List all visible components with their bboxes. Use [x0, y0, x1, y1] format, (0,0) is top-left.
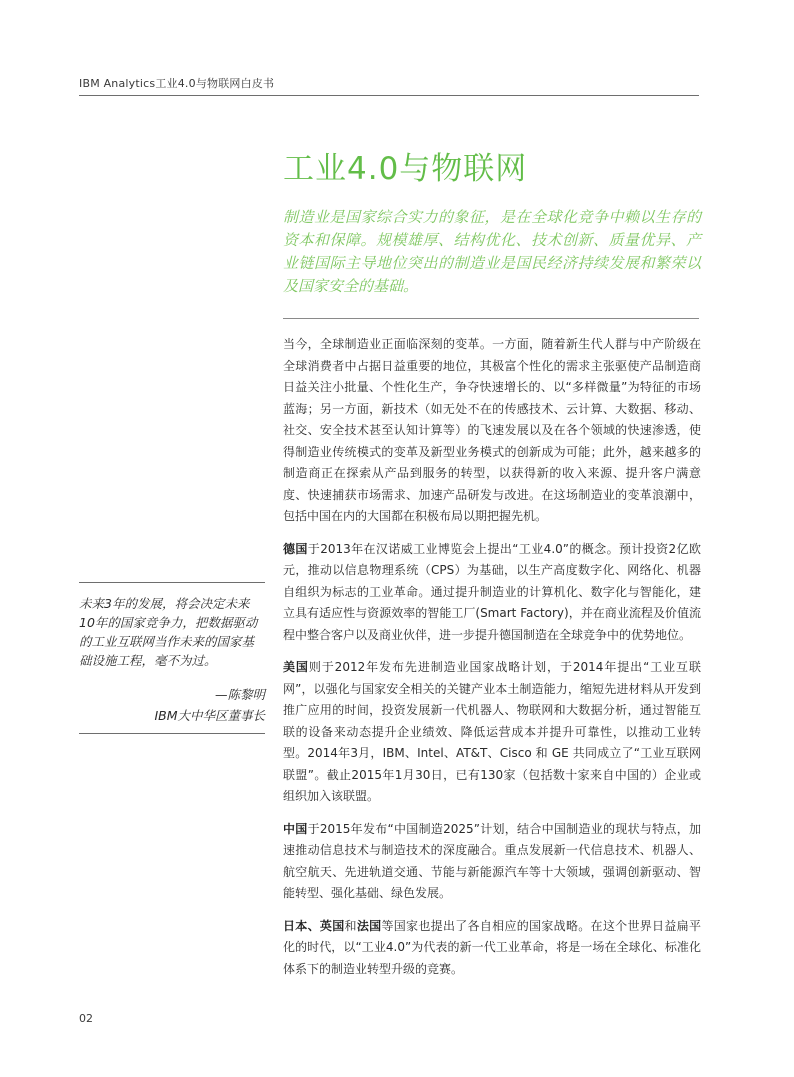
country-japan: 日本	[283, 918, 308, 933]
lede-divider	[283, 318, 699, 319]
lede-paragraph: 制造业是国家综合实力的象征，是在全球化竞争中赖以生存的资本和保障。规模雄厚、结构优化、技术创新、质量优异、产业链国际主导地位突出的制造业是国民经济持续发展和繁荣以及国家安全的基础。	[283, 208, 701, 295]
quote-divider-bottom	[79, 733, 265, 734]
quote-author: —陈黎明	[214, 687, 265, 702]
quote-divider-top	[79, 582, 265, 583]
country-china: 中国	[283, 821, 308, 836]
paragraph-usa	[283, 657, 701, 808]
paragraph-others-text: 等国家也提出了各自相应的国家战略。在这个世界日益扁平化的时代，以“工业4.0”为代表的新一代工业革命，将是一场在全球化、标准化体系下的制造业转型升级的竞赛。	[283, 918, 701, 976]
separator-a: 、	[307, 918, 320, 933]
country-usa: 美国	[283, 660, 309, 674]
paragraph-germany	[283, 539, 701, 647]
country-uk: 英国	[319, 918, 345, 933]
paragraph-others	[283, 916, 701, 981]
paragraph-germany-text: 于2013年在汉诺威工业博览会上提出“工业4.0”的概念。预计投资2亿欧元，推动以信息物理系统（CPS）为基础，以生产高度数字化、网络化、机器自组织为标志的工业革命。通过提升制造业的计算机化、数字化与智能化，建立具有适应性与资源效率的智能工厂(Smart Factory)，并在商业流程及价值流程中整合客户以及商业伙伴，进一步提升德国制造在全球竞争中的优势地位。	[283, 541, 701, 642]
country-france: 法国	[356, 918, 382, 933]
body-text	[283, 334, 701, 991]
paragraph-china-text: 于2015年发布“中国制造2025”计划，结合中国制造业的现状与特点，加速推动信息技术与制造技术的深度融合。重点发展新一代信息技术、机器人、航空航天、先进轨道交通、节能与新能源汽车等十大领域，强调创新驱动、智能转型、强化基础、绿色发展。	[283, 821, 701, 900]
pull-quote: 未来3年的发展，将会决定未来10年的国家竞争力，把数据驱动的工业互联网当作未来的国家基础设施工程，毫不为过。	[79, 596, 258, 668]
country-germany: 德国	[283, 541, 308, 556]
separator-b: 和	[344, 918, 357, 933]
paragraph-intro: 当今，全球制造业正面临深刻的变革。一方面，随着新生代人群与中产阶级在全球消费者中占据日益重要的地位，其极富个性化的需求主张驱使产品制造商日益关注小批量、个性化生产，争夺快速增长的、以“多样微量”为特征的市场蓝海；另一方面，新技术（如无处不在的传感技术、云计算、大数据、移动、社交、安全技术甚至认知计算等）的飞速发展以及在各个领域的快速渗透，使得制造业传统模式的变革及新型业务模式的创新成为可能；此外，越来越多的制造商正在探索从产品到服务的转型，以获得新的收入来源、提升客户满意度、快速捕获市场需求、加速产品研发与改进。在这场制造业的变革浪潮中，包括中国在内的大国都在积极布局以期把握先机。	[283, 337, 701, 523]
page-number: 02	[79, 1012, 93, 1025]
paragraph-china	[283, 819, 701, 905]
header-divider	[79, 95, 699, 96]
running-header: IBM Analytics工业4.0与物联网白皮书	[79, 77, 275, 90]
page-title: 工业4.0与物联网	[283, 151, 528, 187]
quote-attribution	[79, 684, 265, 726]
quote-author-role: IBM大中华区董事长	[154, 708, 265, 723]
paragraph-usa-text: 则于2012年发布先进制造业国家战略计划，于2014年提出“工业互联网”，以强化与国家安全相关的关键产业本土制造能力，缩短先进材料从开发到推广应用的时间，投资发展新一代机器人、物联网和大数据分析，通过智能互联的设备来动态提升企业绩效、降低运营成本并提升可靠性，以推动工业转型。2014年3月，IBM、Intel、AT&T、Cisco 和 GE 共同成立了“工业互联网联盟”。截止2015年1月30日，已有130家（包括数十家来自中国的）企业或组织加入该联盟。	[283, 660, 701, 803]
